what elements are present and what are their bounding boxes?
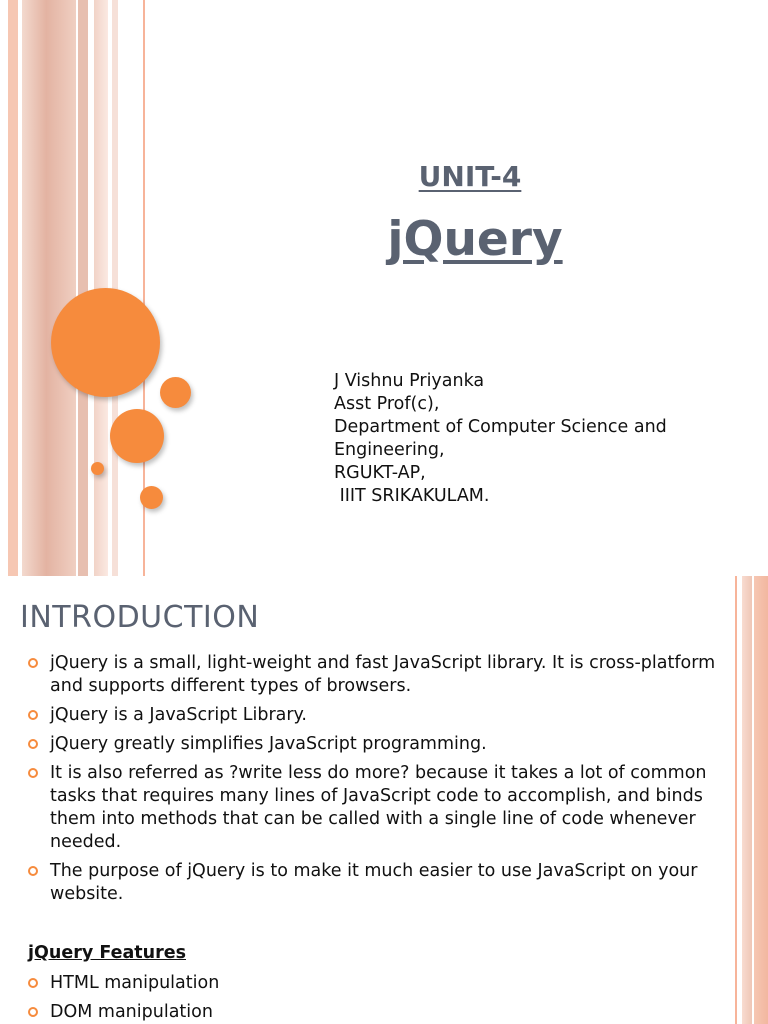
list-item-text: The purpose of jQuery is to make it much easier to use JavaScript on your website. (50, 861, 698, 904)
list-item-text: It is also referred as ?write less do more? because it takes a lot of common tasks that requires many lines of JavaScript code to accomplish, and binds them into methods that can be called with a single line of code whenever needed. (50, 763, 707, 852)
decorative-line (735, 576, 737, 1024)
list-item (28, 704, 728, 727)
list-item-text: jQuery is a small, light-weight and fast JavaScript library. It is cross-platform and supports different types of browsers. (50, 653, 716, 696)
list-item (28, 860, 728, 906)
bullet-circle-icon (28, 658, 38, 668)
list-item-text: HTML manipulation (50, 973, 220, 993)
bullet-circle-icon (28, 866, 38, 876)
slide-title: jQuery (387, 212, 563, 267)
decorative-circle (91, 462, 104, 475)
list-item (28, 972, 728, 995)
list-item (28, 652, 728, 698)
unit-title: UNIT-4 (418, 160, 522, 193)
author-line: Engineering, (334, 440, 445, 460)
introduction-slide (0, 576, 768, 1024)
author-block (334, 370, 734, 508)
list-item-text: jQuery greatly simplifies JavaScript programming. (50, 734, 487, 754)
decorative-circle (140, 486, 163, 509)
decorative-band (8, 0, 18, 576)
list-item-text: DOM manipulation (50, 1002, 213, 1022)
list-item (28, 1001, 728, 1024)
list-item (28, 733, 728, 756)
slide-title: INTRODUCTION (20, 600, 260, 635)
decorative-circle (51, 288, 160, 397)
author-line: Department of Computer Science and (334, 417, 667, 437)
bullet-list (28, 652, 728, 912)
author-line: Asst Prof(c), (334, 394, 440, 414)
features-list (28, 972, 728, 1024)
features-heading: jQuery Features (28, 943, 186, 963)
decorative-band (78, 0, 88, 576)
bullet-circle-icon (28, 978, 38, 988)
bullet-circle-icon (28, 1007, 38, 1017)
list-item-text: jQuery is a JavaScript Library. (50, 705, 307, 725)
list-item (28, 762, 728, 854)
decorative-band (754, 576, 768, 1024)
decorative-circle (110, 409, 164, 463)
decorative-band (22, 0, 76, 576)
bullet-circle-icon (28, 710, 38, 720)
bullet-circle-icon (28, 739, 38, 749)
decorative-circle (160, 377, 191, 408)
bullet-circle-icon (28, 768, 38, 778)
decorative-band (742, 576, 752, 1024)
author-line: J Vishnu Priyanka (334, 371, 485, 391)
author-line: RGUKT-AP, (334, 463, 426, 483)
author-line: IIIT SRIKAKULAM. (334, 486, 490, 506)
